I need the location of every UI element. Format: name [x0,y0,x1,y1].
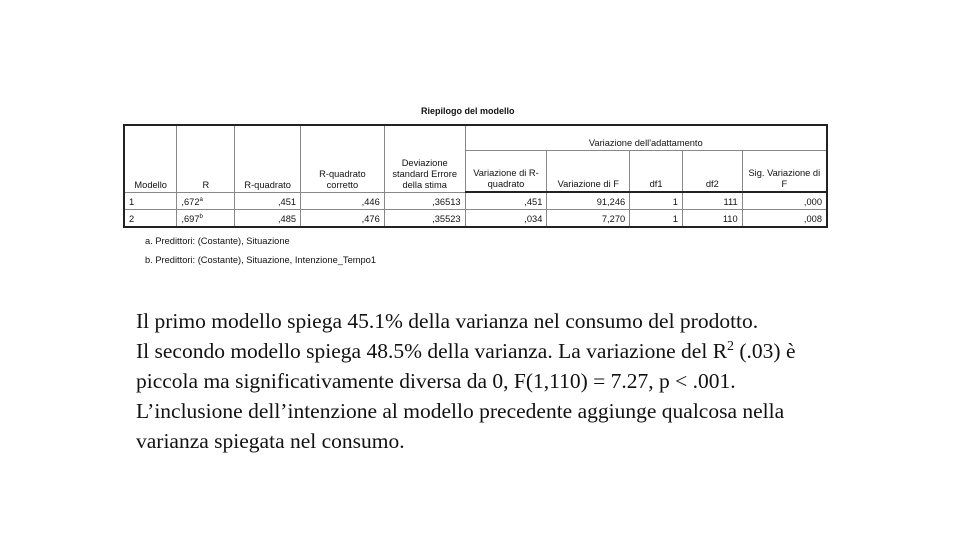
cell-df1: 1 [630,209,683,227]
cell-variazione-r-quadrato: ,034 [465,209,547,227]
footnote-b: b. Predittori: (Costante), Situazione, Intenzione_Tempo1 [145,255,377,265]
paragraph-primo-modello: Il primo modello spiega 45.1% della varianza nel consumo del prodotto. [136,309,759,333]
cell-sig: ,000 [742,192,827,209]
header-variazione-adattamento: Variazione dell'adattamento [465,125,827,151]
cell-r-quadrato: ,485 [235,209,301,227]
cell-deviazione: ,36513 [384,192,465,209]
header-modello: Modello [124,125,177,192]
cell-r-quadrato: ,451 [235,192,301,209]
cell-r: ,697$^b$ [177,209,235,227]
header-df1: df1 [630,151,683,193]
cell-variazione-f: 91,246 [547,192,630,209]
cell-sig: ,008 [742,209,827,227]
header-variazione-r-quadrato: Variazione di R-quadrato [465,151,547,193]
cell-modello: 1 [124,192,177,209]
cell-variazione-r-quadrato: ,451 [465,192,547,209]
table-row [124,209,827,227]
cell-df2: 111 [682,192,742,209]
explanation-text [136,306,836,456]
cell-r-quadrato-corretto: ,476 [301,209,385,227]
footnote-a: a. Predittori: (Costante), Situazione [145,236,290,246]
header-deviazione-standard: Deviazione standard Errore della stima [384,125,465,192]
table-row [124,192,827,209]
header-r-quadrato-corretto: R-quadrato corretto [301,125,385,192]
paragraph-secondo-modello: Il secondo modello spiega 48.5% della varianza. La variazione del $R^2$ (.03) è piccola ma significativamente diversa da 0, F(1,110) = 7.27, p < .001. L’inclusione dell’intenzione al modello precedente aggiunge qualcosa nella varianza spiegata nel consumo. [136,338,796,453]
header-variazione-f: Variazione di F [547,151,630,193]
cell-df1: 1 [630,192,683,209]
cell-deviazione: ,35523 [384,209,465,227]
cell-modello: 2 [124,209,177,227]
model-summary-table [123,124,828,228]
cell-df2: 110 [682,209,742,227]
header-r-quadrato: R-quadrato [235,125,301,192]
cell-r: ,672$^a$ [177,192,235,209]
header-r: R [177,125,235,192]
cell-variazione-f: 7,270 [547,209,630,227]
header-sig-variazione-f: Sig. Variazione di F [742,151,827,193]
header-df2: df2 [682,151,742,193]
cell-r-quadrato-corretto: ,446 [301,192,385,209]
table-title: Riepilogo del modello [421,106,515,116]
